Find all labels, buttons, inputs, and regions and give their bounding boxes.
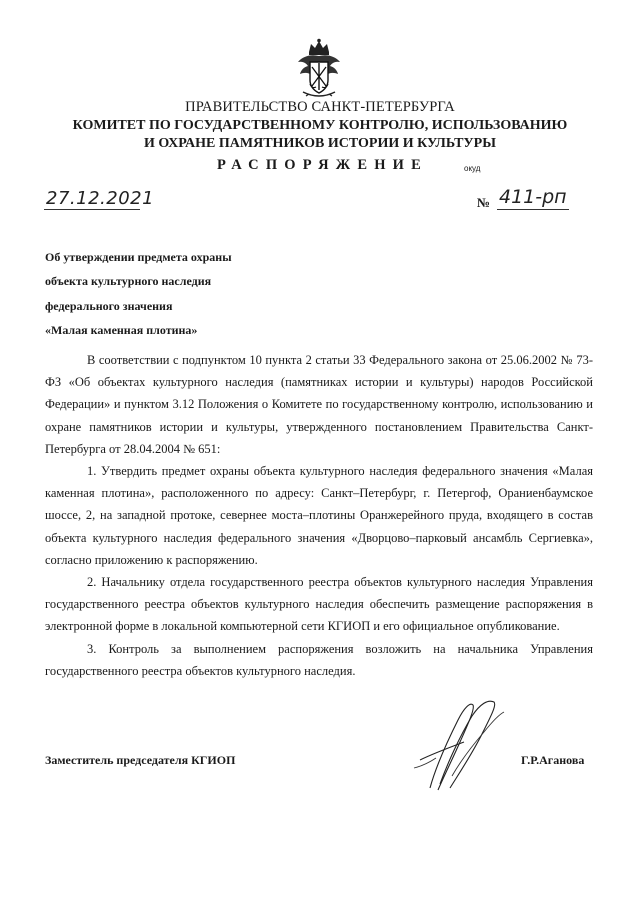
- document-number: 411-рп: [499, 186, 567, 208]
- document-date: 27.12.2021: [46, 188, 155, 209]
- document-body: [45, 349, 593, 682]
- subject-line: Об утверждении предмета охраны: [45, 250, 232, 264]
- signer-position: Заместитель председателя КГИОП: [45, 753, 236, 767]
- date-underline: [44, 209, 140, 210]
- committee-title: [0, 117, 640, 153]
- okud-label: окуд: [464, 164, 481, 173]
- subject-line: «Малая каменная плотина»: [45, 322, 198, 337]
- order-item-2: 2. Начальнику отдела государственного реестра объектов культурного наследия Управления государственного реестра объектов культурного наследия обеспечить размещение распоряжения в электронной форме в локальной компьютерной сети КГИОП и его официальное опубликование.: [45, 575, 593, 634]
- number-underline: [497, 209, 569, 210]
- order-item-1: 1. Утвердить предмет охраны объекта культурного наследия федерального значения «Малая каменная плотина», расположенного по адресу: Санкт–Петербург, г. Петергоф, Ораниенбаумское шоссе, 2, на западной протоке, севернее моста–плотины Оранжерейного пруда, входящего в состав объекта культурного наследия федерального значения «Дворцово–парковый ансамбль Сергиевка», согласно приложению к распоряжению.: [45, 464, 593, 567]
- handwritten-signature: [402, 696, 507, 796]
- document-subject: [45, 245, 305, 342]
- order-item-3: 3. Контроль за выполнением распоряжения возложить на начальника Управления государственного реестра объектов культурного наследия.: [45, 641, 593, 678]
- committee-title-line1: КОМИТЕТ ПО ГОСУДАРСТВЕННОМУ КОНТРОЛЮ, ИСПОЛЬЗОВАНИЮ: [72, 118, 568, 133]
- document-type-title: РАСПОРЯЖЕНИЕ: [217, 157, 429, 173]
- preamble-paragraph: В соответствии с подпунктом 10 пункта 2 статьи 33 Федерального закона от 25.06.2002 № 73-ФЗ «Об объектах культурного наследия (памятниках истории и культуры) народов Российской Федерации» и пунктом 3.12 Положения о Комитете по государственному контролю, использованию и охране памятников истории и культуры, утвержденного постановлением Правительства Санкт-Петербурга от 28.04.2004 № 651:: [45, 353, 593, 456]
- signer-name: Г.Р.Аганова: [521, 753, 585, 767]
- government-title: ПРАВИТЕЛЬСТВО САНКТ-ПЕТЕРБУРГА: [185, 99, 455, 115]
- coat-of-arms-emblem: [295, 38, 343, 100]
- number-sign: №: [477, 195, 491, 210]
- committee-title-line2: И ОХРАНЕ ПАМЯТНИКОВ ИСТОРИИ И КУЛЬТУРЫ: [144, 136, 496, 151]
- subject-line: федерального значения: [45, 298, 173, 313]
- subject-line: объекта культурного наследия: [45, 274, 212, 289]
